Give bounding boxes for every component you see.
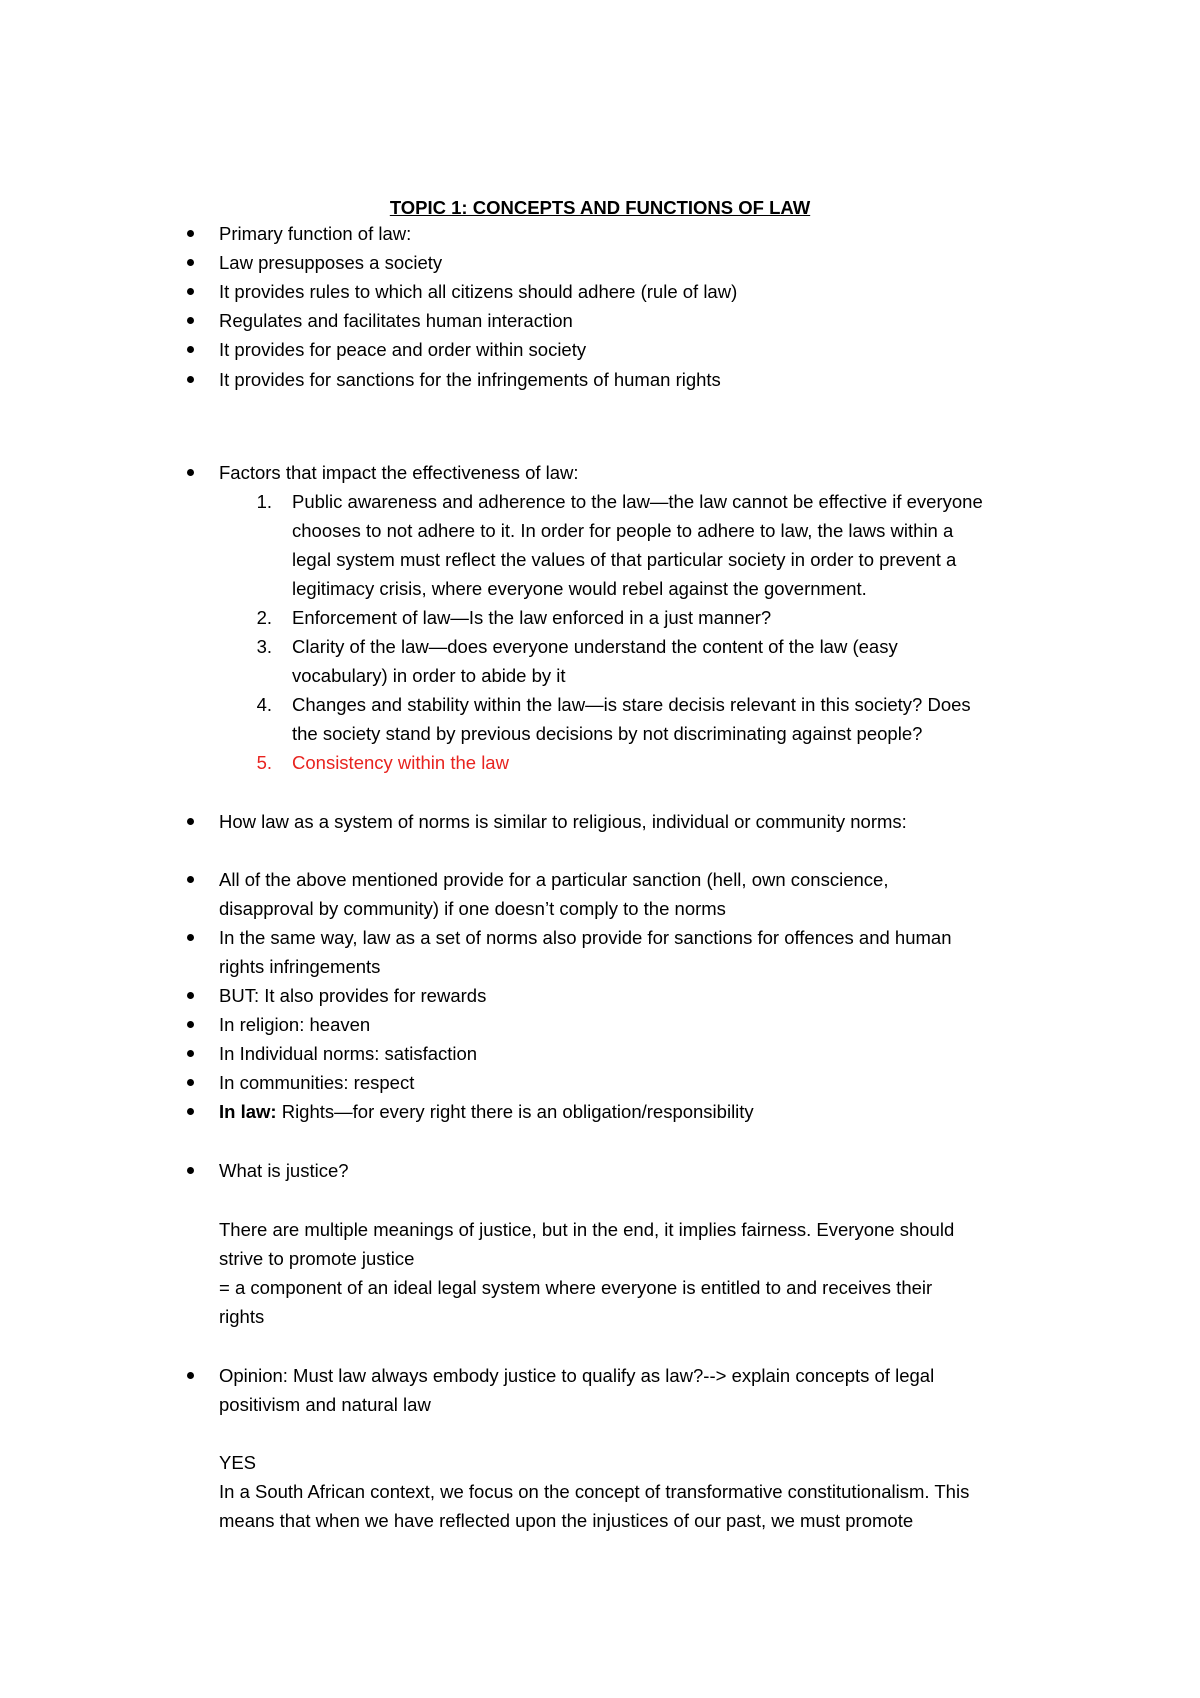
list-number: 5. bbox=[256, 752, 272, 773]
section-heading: How law as a system of norms is similar to religious, individual or community norms: bbox=[219, 811, 907, 832]
list-item bbox=[219, 1100, 754, 1124]
list-item: In religion: heaven bbox=[219, 1014, 371, 1035]
list-item: In the same way, law as a set of norms also provide for sanctions for offences and human bbox=[219, 927, 952, 948]
list-item: BUT: It also provides for rewards bbox=[219, 985, 487, 1006]
paragraph-line: strive to promote justice bbox=[219, 1248, 415, 1269]
bullet-icon bbox=[187, 868, 197, 878]
bullet-icon bbox=[187, 1013, 197, 1023]
list-item-text: Enforcement of law—Is the law enforced in a just manner? bbox=[292, 607, 772, 628]
section-heading: What is justice? bbox=[219, 1160, 349, 1181]
list-number: 2. bbox=[256, 607, 272, 628]
list-item: Law presupposes a society bbox=[219, 252, 443, 273]
list-item-text: Public awareness and adherence to the law—the law cannot be effective if everyone bbox=[292, 491, 983, 512]
paragraph-line: = a component of an ideal legal system where everyone is entitled to and receives their bbox=[219, 1277, 933, 1298]
bullet-icon bbox=[187, 280, 197, 290]
list-item-text: the society stand by previous decisions by not discriminating against people? bbox=[292, 723, 923, 744]
bullet-icon bbox=[187, 1100, 197, 1110]
list-number: 1. bbox=[256, 491, 272, 512]
list-number: 3. bbox=[256, 636, 272, 657]
bullet-icon bbox=[187, 984, 197, 994]
list-item: Regulates and facilitates human interaction bbox=[219, 310, 573, 331]
list-item-text: Rights—for every right there is an obligation/responsibility bbox=[276, 1101, 754, 1122]
bold-label: In law: bbox=[219, 1101, 277, 1122]
list-item-continuation: rights infringements bbox=[219, 956, 381, 977]
bullet-icon bbox=[187, 461, 197, 471]
bullet-icon bbox=[187, 1042, 197, 1052]
list-item-text-highlighted: Consistency within the law bbox=[292, 752, 509, 773]
bullet-icon bbox=[187, 309, 197, 319]
bullet-icon bbox=[187, 1071, 197, 1081]
answer-label: YES bbox=[219, 1452, 257, 1473]
list-item: It provides for peace and order within society bbox=[219, 339, 587, 360]
list-item-continuation: positivism and natural law bbox=[219, 1394, 431, 1415]
section-heading: Factors that impact the effectiveness of law: bbox=[219, 462, 579, 483]
list-item-continuation: disapproval by community) if one doesn’t comply to the norms bbox=[219, 898, 726, 919]
list-item: In communities: respect bbox=[219, 1072, 415, 1093]
list-item-text: Clarity of the law—does everyone understand the content of the law (easy bbox=[292, 636, 898, 657]
bullet-icon bbox=[187, 1159, 197, 1169]
list-item: In Individual norms: satisfaction bbox=[219, 1043, 478, 1064]
list-item: It provides rules to which all citizens should adhere (rule of law) bbox=[219, 281, 738, 302]
page-title: TOPIC 1: CONCEPTS AND FUNCTIONS OF LAW bbox=[389, 197, 811, 218]
list-item: It provides for sanctions for the infringements of human rights bbox=[219, 369, 721, 390]
bullet-icon bbox=[187, 222, 197, 232]
list-item-text: Changes and stability within the law—is stare decisis relevant in this society? Does bbox=[292, 694, 971, 715]
list-item-text: legitimacy crisis, where everyone would rebel against the government. bbox=[292, 578, 867, 599]
paragraph-line: There are multiple meanings of justice, but in the end, it implies fairness. Everyone should bbox=[219, 1219, 955, 1240]
bullet-icon bbox=[187, 251, 197, 261]
list-item: All of the above mentioned provide for a particular sanction (hell, own conscience, bbox=[219, 869, 889, 890]
section-heading: Opinion: Must law always embody justice to qualify as law?--> explain concepts of legal bbox=[219, 1365, 935, 1386]
bullet-icon bbox=[187, 338, 197, 348]
list-item: Primary function of law: bbox=[219, 223, 412, 244]
bullet-icon bbox=[187, 1364, 197, 1374]
bullet-icon bbox=[187, 810, 197, 820]
list-number: 4. bbox=[256, 694, 272, 715]
paragraph-line: In a South African context, we focus on the concept of transformative constitutionalism. This bbox=[219, 1481, 970, 1502]
list-item-text: chooses to not adhere to it. In order for people to adhere to law, the laws within a bbox=[292, 520, 954, 541]
list-item-text: vocabulary) in order to abide by it bbox=[292, 665, 566, 686]
bullet-icon bbox=[187, 368, 197, 378]
bullet-icon bbox=[187, 926, 197, 936]
list-item-text: legal system must reflect the values of that particular society in order to prevent a bbox=[292, 549, 957, 570]
paragraph-line: means that when we have reflected upon the injustices of our past, we must promote bbox=[219, 1510, 914, 1531]
paragraph-line: rights bbox=[219, 1306, 265, 1327]
